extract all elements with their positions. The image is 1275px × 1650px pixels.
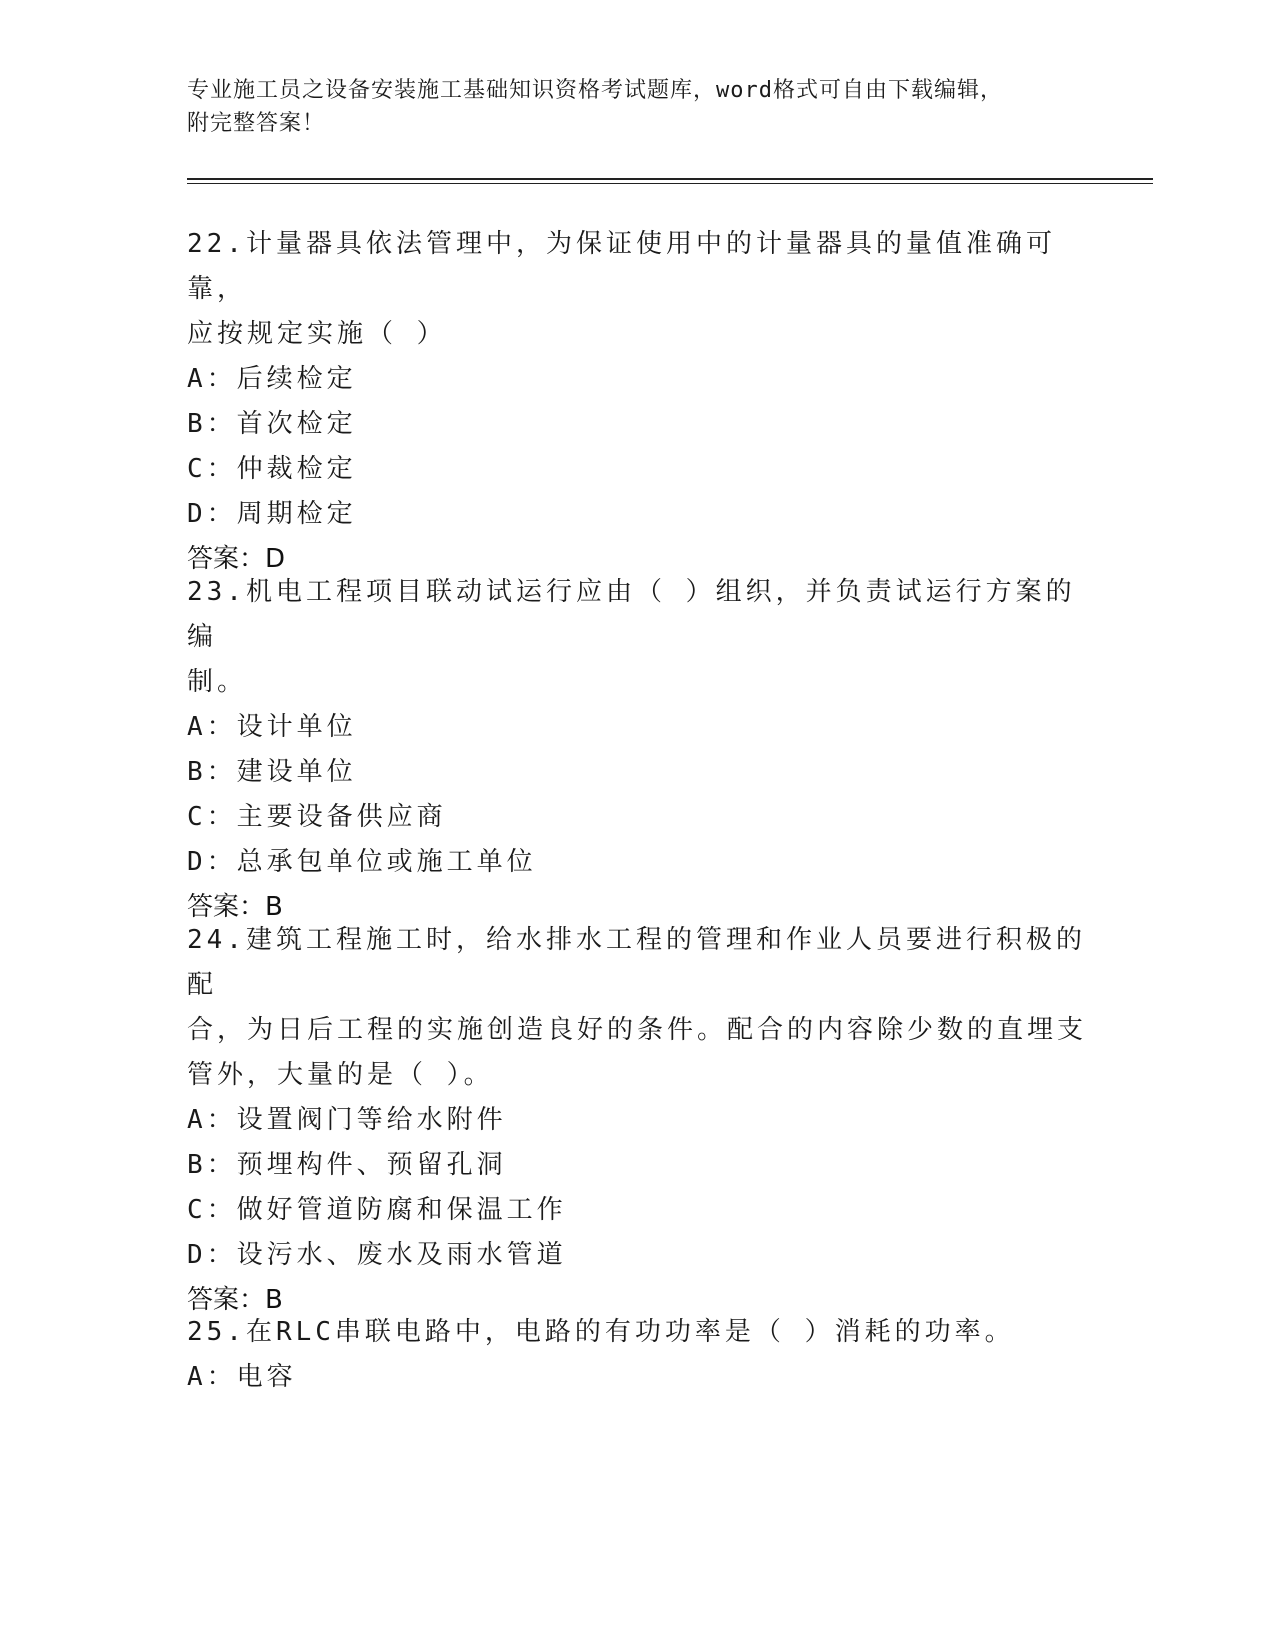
option-d: D：总承包单位或施工单位	[187, 847, 537, 877]
option-b: B：建设单位	[187, 757, 357, 787]
option-b: B：首次检定	[187, 409, 357, 439]
question-stem: 制。	[187, 667, 248, 697]
option-a: A：后续检定	[187, 364, 357, 394]
answer: 答案：D	[187, 544, 286, 574]
option-d: D：周期检定	[187, 499, 357, 529]
question-stem: 应按规定实施（ ）	[187, 319, 447, 349]
document-header	[187, 74, 1067, 140]
question-stem: 合，为日后工程的实施创造良好的条件。配合的内容除少数的直埋支	[187, 1015, 1088, 1045]
question-24	[187, 918, 1087, 1323]
question-stem: 管外，大量的是（ ）。	[187, 1060, 494, 1090]
header-divider-top	[187, 178, 1153, 180]
question-22	[187, 222, 1087, 582]
question-stem: 22.计量器具依法管理中，为保证使用中的计量器具的量值准确可靠，	[187, 229, 1056, 304]
option-c: C：做好管道防腐和保温工作	[187, 1195, 567, 1225]
option-a: A：电容	[187, 1362, 297, 1392]
header-divider-bottom	[187, 183, 1153, 184]
option-c: C：仲裁检定	[187, 454, 357, 484]
question-23	[187, 570, 1087, 930]
header-line-2: 附完整答案！	[187, 111, 326, 136]
option-a: A：设计单位	[187, 712, 357, 742]
option-d: D：设污水、废水及雨水管道	[187, 1240, 567, 1270]
option-c: C：主要设备供应商	[187, 802, 447, 832]
header-line-1: 专业施工员之设备安装施工基础知识资格考试题库，word格式可自由下载编辑，	[187, 78, 1003, 103]
question-stem: 23.机电工程项目联动试运行应由（ ）组织，并负责试运行方案的编	[187, 577, 1076, 652]
answer: 答案：B	[187, 1285, 283, 1315]
option-a: A：设置阀门等给水附件	[187, 1105, 507, 1135]
option-b: B：预埋构件、预留孔洞	[187, 1150, 507, 1180]
question-stem: 24.建筑工程施工时，给水排水工程的管理和作业人员要进行积极的配	[187, 925, 1086, 1000]
question-stem: 25.在RLC串联电路中，电路的有功功率是（ ）消耗的功率。	[187, 1317, 1015, 1347]
answer: 答案：B	[187, 892, 283, 922]
question-25	[187, 1310, 1087, 1400]
